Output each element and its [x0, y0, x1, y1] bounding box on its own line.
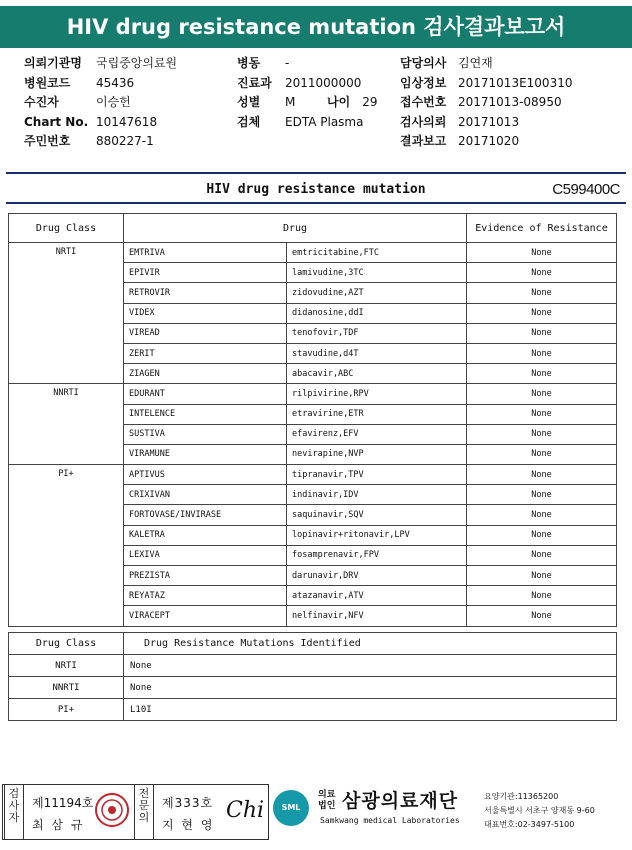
- evidence-cell: None: [467, 606, 617, 626]
- drug-class-cell: NNRTI: [9, 384, 124, 465]
- patient-info-col3: [400, 54, 572, 152]
- seal-icon: [94, 792, 130, 828]
- info-row: 병동 -: [237, 56, 290, 70]
- brand-cell: VIDEX: [124, 303, 287, 323]
- brand-cell: VIREAD: [124, 323, 287, 343]
- org-english-name: Samkwang medical Laboratories: [320, 816, 460, 825]
- resistance-table-body: [9, 243, 617, 627]
- patient-info-col1: [24, 54, 177, 152]
- table-row: NRTI None: [9, 655, 617, 677]
- specialist-name: 지 현 영: [162, 818, 215, 832]
- generic-cell: didanosine,ddI: [287, 303, 467, 323]
- table-row: [9, 384, 617, 404]
- brand-cell: LEXIVA: [124, 545, 287, 565]
- evidence-cell: None: [467, 303, 617, 323]
- generic-cell: zidovudine,AZT: [287, 283, 467, 303]
- org-prefix: 의료법인: [318, 790, 336, 811]
- generic-cell: nevirapine,NVP: [287, 444, 467, 464]
- evidence-cell: None: [467, 525, 617, 545]
- info-row: 담당의사 김연재: [400, 56, 493, 70]
- evidence-cell: None: [467, 323, 617, 343]
- tester-name: 최 삼 규: [32, 818, 85, 832]
- evidence-cell: None: [467, 343, 617, 363]
- col-header: Evidence of Resistance: [467, 214, 617, 243]
- info-row: 병원코드 45436: [24, 75, 135, 90]
- brand-cell: REYATAZ: [124, 586, 287, 606]
- evidence-cell: None: [467, 243, 617, 263]
- col-header: Drug Resistance Mutations Identified: [124, 633, 617, 655]
- generic-cell: etravirine,ETR: [287, 404, 467, 424]
- age-field: 나이 29: [327, 95, 378, 109]
- generic-cell: atazanavir,ATV: [287, 586, 467, 606]
- report-title: HIV drug resistance mutation 검사결과보고서: [0, 6, 632, 48]
- info-row: 의뢰기관명 국립중앙의료원: [24, 56, 178, 70]
- generic-cell: indinavir,IDV: [287, 485, 467, 505]
- col-header: Drug Class: [9, 214, 124, 243]
- info-row: 접수번호 20171013-08950: [400, 95, 562, 109]
- divider: [6, 172, 626, 174]
- tester-number: 제11194호: [32, 796, 94, 810]
- info-row: 수진자 이승헌: [24, 95, 131, 109]
- table-row: [9, 465, 617, 485]
- specialist-number: 제333호: [162, 796, 214, 810]
- evidence-cell: None: [467, 444, 617, 464]
- table-row: NNRTI None: [9, 677, 617, 699]
- drug-class-cell: PI+: [9, 465, 124, 627]
- generic-cell: saquinavir,SQV: [287, 505, 467, 525]
- sml-logo-icon: SML: [273, 790, 309, 826]
- brand-cell: VIRAMUNE: [124, 444, 287, 464]
- org-name: 삼광의료재단: [342, 790, 459, 812]
- generic-cell: nelfinavir,NFV: [287, 606, 467, 626]
- brand-cell: INTELENCE: [124, 404, 287, 424]
- info-row: 성별 M: [237, 95, 296, 109]
- evidence-cell: None: [467, 384, 617, 404]
- evidence-cell: None: [467, 545, 617, 565]
- mutations-table: [8, 632, 617, 721]
- brand-cell: RETROVIR: [124, 283, 287, 303]
- brand-cell: FORTOVASE/INVIRASE: [124, 505, 287, 525]
- generic-cell: rilpivirine,RPV: [287, 384, 467, 404]
- evidence-cell: None: [467, 465, 617, 485]
- brand-cell: CRIXIVAN: [124, 485, 287, 505]
- generic-cell: darunavir,DRV: [287, 566, 467, 586]
- brand-cell: ZERIT: [124, 343, 287, 363]
- table-row: PI+ L10I: [9, 699, 617, 721]
- evidence-cell: None: [467, 485, 617, 505]
- evidence-cell: None: [467, 364, 617, 384]
- evidence-cell: None: [467, 505, 617, 525]
- generic-cell: efavirenz,EFV: [287, 424, 467, 444]
- generic-cell: tipranavir,TPV: [287, 465, 467, 485]
- resistance-table: [8, 213, 617, 627]
- info-row: 주민번호 880227-1: [24, 134, 154, 148]
- generic-cell: fosamprenavir,FPV: [287, 545, 467, 565]
- divider: [6, 202, 626, 204]
- brand-cell: SUSTIVA: [124, 424, 287, 444]
- info-row: Chart No. 10147618: [24, 114, 158, 129]
- info-row: 결과보고 20171020: [400, 134, 520, 148]
- generic-cell: emtricitabine,FTC: [287, 243, 467, 263]
- col-header: Drug Class: [9, 633, 124, 655]
- generic-cell: lamivudine,3TC: [287, 263, 467, 283]
- col-header: Drug: [124, 214, 467, 243]
- generic-cell: lopinavir+ritonavir,LPV: [287, 525, 467, 545]
- evidence-cell: None: [467, 404, 617, 424]
- brand-cell: EPIVIR: [124, 263, 287, 283]
- brand-cell: EMTRIVA: [124, 243, 287, 263]
- brand-cell: APTIVUS: [124, 465, 287, 485]
- generic-cell: abacavir,ABC: [287, 364, 467, 384]
- evidence-cell: None: [467, 566, 617, 586]
- generic-cell: tenofovir,TDF: [287, 323, 467, 343]
- section-code: C599400C: [552, 181, 620, 198]
- signature: Chi: [226, 798, 265, 823]
- evidence-cell: None: [467, 424, 617, 444]
- info-row: 진료과 2011000000: [237, 75, 362, 90]
- org-contact: 요양기관:11365200 서울특별시 서초구 양재동 9-60 대표번호:02-3497-5100: [484, 792, 595, 829]
- specialist-label: 전문의: [134, 784, 154, 840]
- brand-cell: KALETRA: [124, 525, 287, 545]
- section-title: HIV drug resistance mutation: [206, 182, 426, 197]
- brand-cell: VIRACEPT: [124, 606, 287, 626]
- info-row: 검체 EDTA Plasma: [237, 114, 364, 129]
- brand-cell: EDURANT: [124, 384, 287, 404]
- info-row: 검사의뢰 20171013: [400, 114, 520, 129]
- tester-label: 검사자: [4, 784, 24, 840]
- drug-class-cell: NRTI: [9, 243, 124, 384]
- evidence-cell: None: [467, 283, 617, 303]
- table-row: [9, 243, 617, 263]
- evidence-cell: None: [467, 586, 617, 606]
- evidence-cell: None: [467, 263, 617, 283]
- brand-cell: ZIAGEN: [124, 364, 287, 384]
- brand-cell: PREZISTA: [124, 566, 287, 586]
- generic-cell: stavudine,d4T: [287, 343, 467, 363]
- info-row: 임상정보 20171013E100310: [400, 75, 573, 90]
